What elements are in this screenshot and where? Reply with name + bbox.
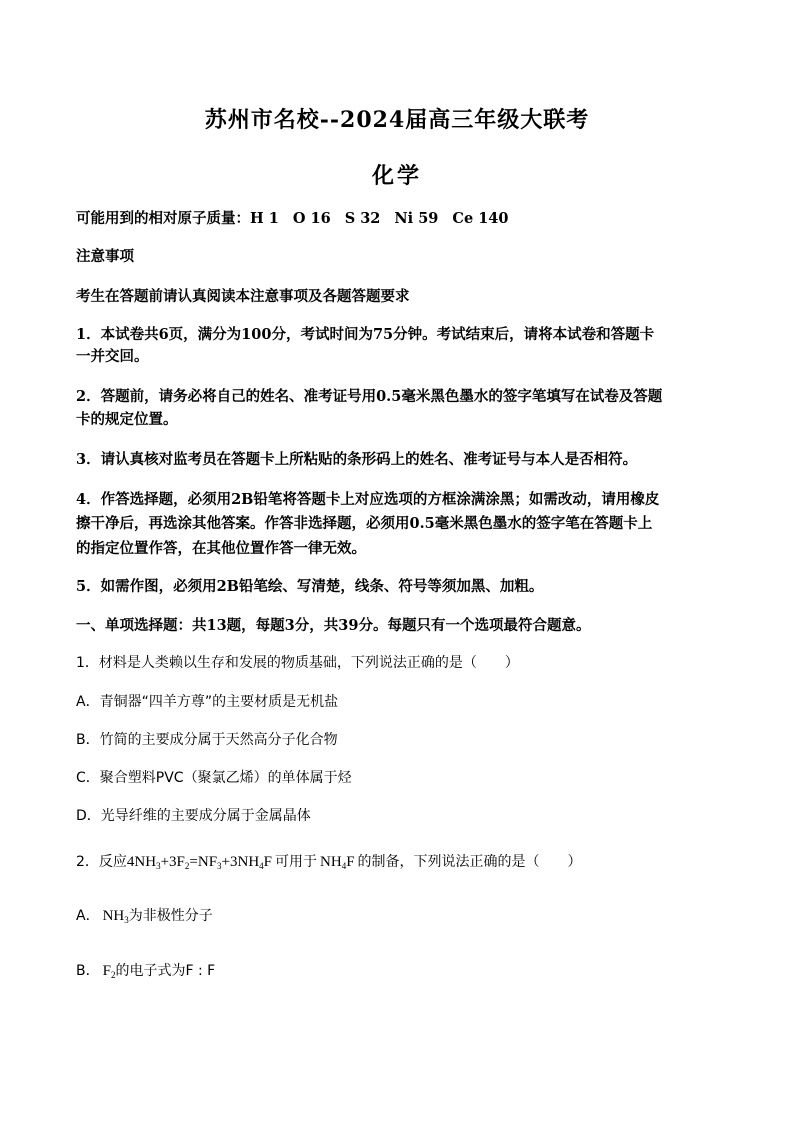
atomic-mass-label: 可能用到的相对原子质量： [76, 210, 250, 227]
question-2-option-b: B． $F_2$的电子式为F : F [76, 963, 216, 980]
exam-title: 苏州市名校--2024届高三年级大联考 [204, 107, 590, 133]
question-2-option-a: A． $NH_3$为非极性分子 [76, 908, 213, 925]
atomic-mass-s: S 32 [344, 210, 381, 227]
section-heading: 一、单项选择题：共13题，每题3分，共39分。每题只有一个选项最符合题意。 [76, 617, 591, 634]
rule-4-line-3: 的指定位置作答，在其他位置作答一律无效。 [76, 540, 366, 557]
question-2-stem [76, 849, 722, 876]
atomic-mass-o: O 16 [292, 210, 331, 227]
question-2-stem-suffix: 的制备，下列说法正确的是（ ） [357, 854, 582, 870]
notice-intro: 考生在答题前请认真阅读本注意事项及各题答题要求 [76, 288, 410, 305]
rule-5-line-1: 5．如需作图，必须用2B铅笔绘、写清楚，线条、符号等须加黑、加粗。 [76, 578, 544, 595]
atomic-mass-ce: Ce 140 [452, 210, 509, 227]
rule-1-line-1: 1．本试卷共6页，满分为100分，考试时间为75分钟。考试结束后，请将本试卷和答题卡 [76, 326, 655, 343]
product-formula: $NH_4F$ [320, 854, 355, 871]
question-1-option-a: A．青铜器“四羊方尊”的主要材质是无机盐 [76, 694, 339, 710]
question-1-option-c: C．聚合塑料PVC（聚氯乙烯）的单体属于烃 [76, 770, 352, 786]
rule-4-line-2: 擦干净后，再选涂其他答案。作答非选择题，必须用0.5毫米黑色墨水的签字笔在答题卡上 [76, 515, 653, 532]
exam-subject: 化学 [371, 163, 422, 189]
question-2-stem-prefix: 2．反应 [76, 854, 127, 870]
atomic-mass-ni: Ni 59 [394, 210, 439, 227]
rule-1-line-2: 一并交回。 [76, 348, 149, 365]
rule-2-line-1: 2．答题前，请务必将自己的姓名、准考证号用0.5毫米黑色墨水的签字笔填写在试卷及答题 [76, 388, 663, 405]
rule-2-line-2: 卡的规定位置。 [76, 411, 178, 428]
question-1-option-d: D．光导纤维的主要成分属于金属晶体 [76, 808, 311, 824]
question-1-stem: 1．材料是人类赖以生存和发展的物质基础，下列说法正确的是（ ） [76, 655, 519, 671]
rule-3-line-1: 3．请认真核对监考员在答题卡上所粘贴的条形码上的姓名、准考证号与本人是否相符。 [76, 451, 638, 468]
atomic-mass-line [76, 205, 722, 232]
nh3-formula: $NH_3$ [102, 908, 129, 925]
atomic-mass-h: H 1 [250, 210, 279, 227]
f2-formula: $F_2$ [102, 963, 116, 980]
notice-heading: 注意事项 [76, 248, 134, 265]
question-2-stem-mid: 可用于 [275, 854, 318, 870]
reaction-equation: $4NH_3+3F_2=NF_3+3NH_4F$ [126, 854, 273, 871]
rule-4-line-1: 4．作答选择题，必须用2B铅笔将答题卡上对应选项的方框涂满涂黑；如需改动，请用橡皮 [76, 491, 660, 508]
question-1-option-b: B．竹简的主要成分属于天然高分子化合物 [76, 732, 338, 748]
